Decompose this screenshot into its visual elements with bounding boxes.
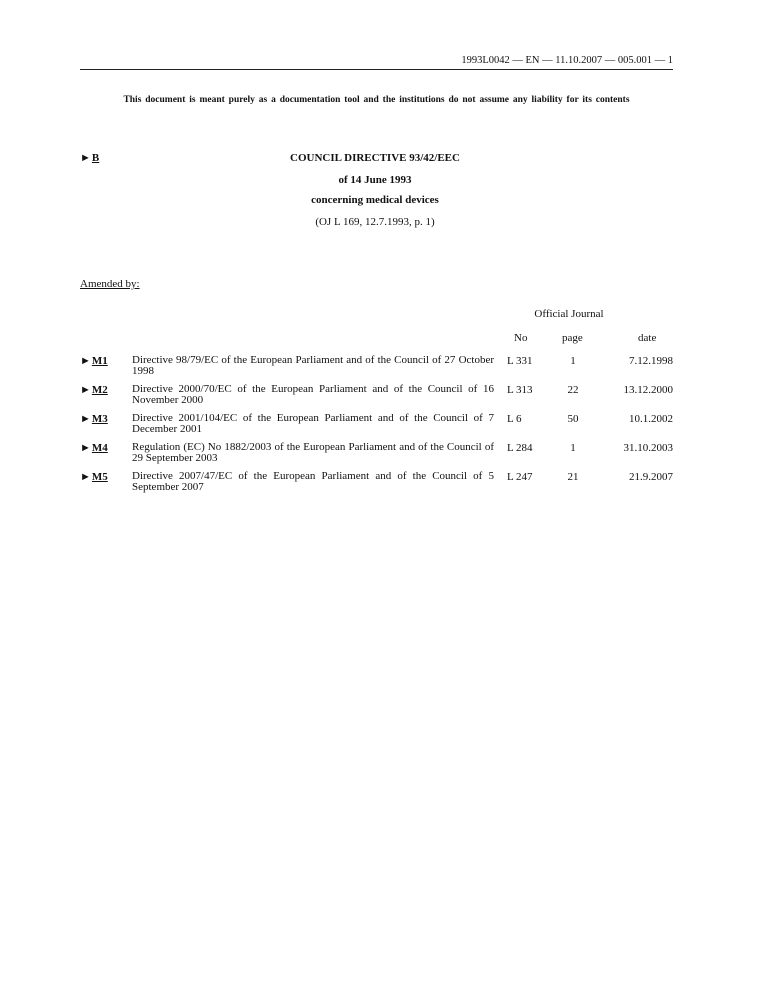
arrow-icon: ► (80, 384, 91, 396)
column-header-date: date (638, 332, 657, 344)
amendment-oj-date: 7.12.1998 (629, 355, 673, 367)
arrow-icon: ► (80, 152, 91, 164)
column-header-no: No (514, 332, 528, 344)
amendment-row (0, 384, 768, 414)
amendment-oj-number: L 6 (507, 413, 522, 425)
disclaimer: This document is meant purely as a documentation tool and the institutions do not assume any liability for its contents (123, 95, 630, 105)
amendment-oj-page: 22 (567, 384, 579, 396)
base-marker[interactable] (80, 152, 99, 164)
amended-by-label: Amended by: (80, 278, 140, 290)
amendment-marker[interactable] (80, 355, 108, 367)
amendment-oj-page: 21 (567, 471, 579, 483)
amendment-row (0, 413, 768, 443)
amendment-description: Directive 2001/104/EC of the European Parliament and of the Council of 7 December 2001 (132, 412, 494, 435)
amendment-oj-date: 31.10.2003 (623, 442, 673, 454)
directive-title: COUNCIL DIRECTIVE 93/42/EEC (290, 152, 460, 164)
amendment-description: Directive 2007/47/EC of the European Parliament and of the Council of 5 September 2007 (132, 470, 494, 493)
official-journal-label: Official Journal (534, 308, 604, 320)
directive-reference: (OJ L 169, 12.7.1993, p. 1) (315, 216, 435, 228)
amendment-oj-page: 1 (570, 442, 576, 454)
amendment-marker-code[interactable]: M5 (91, 471, 108, 483)
amendment-description: Directive 2000/70/EC of the European Parliament and of the Council of 16 November 2000 (132, 383, 494, 406)
arrow-icon: ► (80, 442, 91, 454)
amendment-marker[interactable] (80, 471, 108, 483)
directive-date: of 14 June 1993 (338, 174, 412, 186)
amendment-marker-code[interactable]: M4 (91, 442, 108, 454)
directive-subject: concerning medical devices (311, 194, 439, 206)
amendment-marker[interactable] (80, 413, 108, 425)
amendment-oj-number: L 331 (507, 355, 533, 367)
amendment-row (0, 442, 768, 472)
amendment-row (0, 355, 768, 385)
amendment-oj-number: L 247 (507, 471, 533, 483)
amendment-marker-code[interactable]: M3 (91, 413, 108, 425)
arrow-icon: ► (80, 471, 91, 483)
column-header-page: page (562, 332, 583, 344)
amendment-marker[interactable] (80, 384, 108, 396)
amendment-description: Directive 98/79/EC of the European Parliament and of the Council of 27 October 1998 (132, 354, 494, 377)
arrow-icon: ► (80, 413, 91, 425)
running-header: 1993L0042 — EN — 11.10.2007 — 005.001 — 1 (80, 55, 673, 70)
arrow-icon: ► (80, 355, 91, 367)
amendment-oj-date: 21.9.2007 (629, 471, 673, 483)
amendment-marker-code[interactable]: M1 (91, 355, 108, 367)
amendment-oj-page: 1 (570, 355, 576, 367)
amendment-oj-number: L 284 (507, 442, 533, 454)
base-marker-code[interactable]: B (91, 152, 100, 164)
amendment-oj-number: L 313 (507, 384, 533, 396)
amendment-marker[interactable] (80, 442, 108, 454)
amendment-oj-page: 50 (567, 413, 579, 425)
amendment-oj-date: 10.1.2002 (629, 413, 673, 425)
amendment-oj-date: 13.12.2000 (623, 384, 673, 396)
amendment-marker-code[interactable]: M2 (91, 384, 108, 396)
amendment-row (0, 471, 768, 501)
amendment-description: Regulation (EC) No 1882/2003 of the European Parliament and of the Council of 29 September 2003 (132, 441, 494, 464)
